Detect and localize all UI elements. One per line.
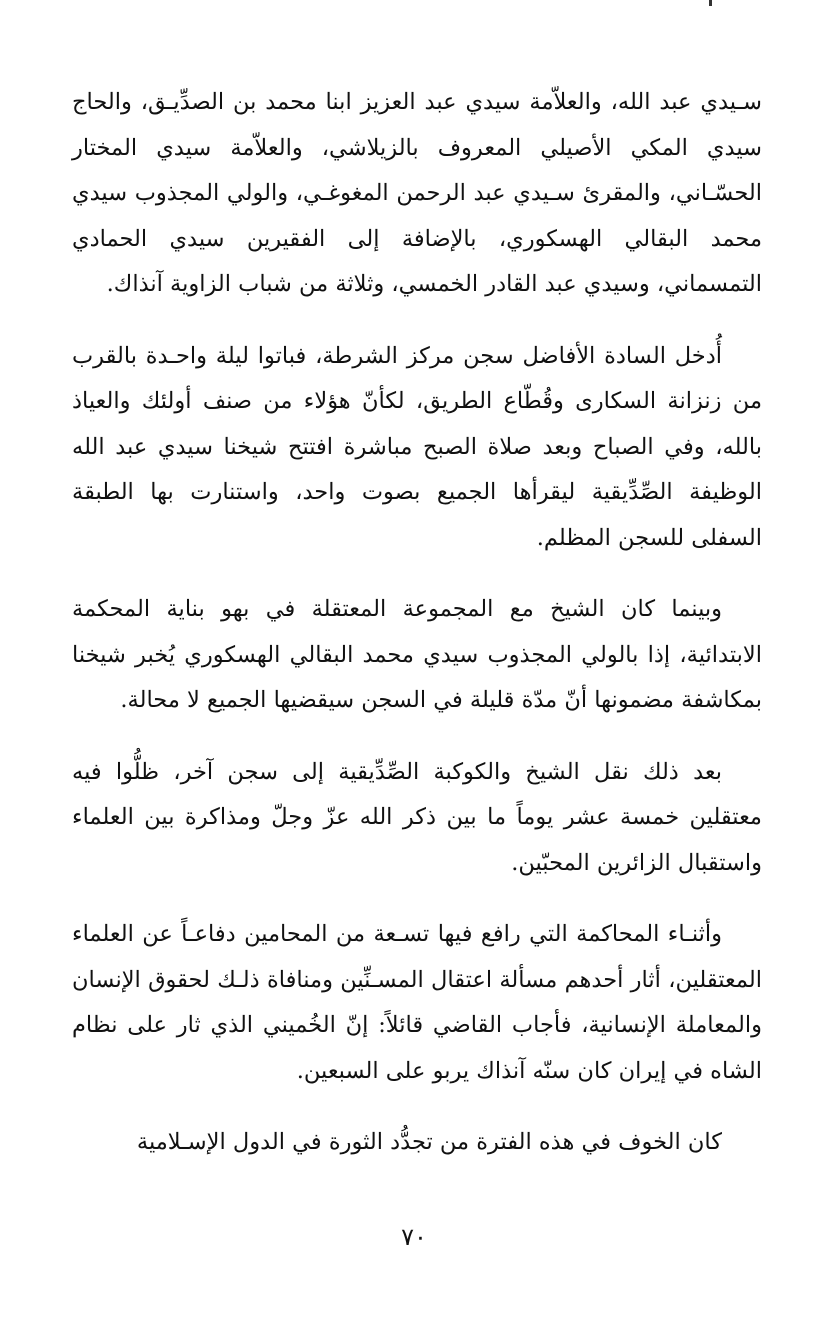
body-text — [72, 80, 762, 1192]
paragraph-1: سـيدي عبد الله، والعلاّمة سيدي عبد العزيز ابنا محمد بن الصدِّيـق، والحاج سيدي المكي الأصيلي المعروف بالزيلاشي، والعلاّمة سيدي المختار الحسّـاني، والمقرئ سـيدي عبد الرحمن المغوغـي، والولي المجذوب سيدي محمد البقالي الهسكوري، بالإضافة إلى الفقيرين سيدي الحمادي التمسماني، وسيدي عبد القادر الخمسي، وثلاثة من شباب الزاوية آنذاك. — [72, 89, 762, 297]
paragraph-4: بعد ذلك نقل الشيخ والكوكبة الصِّدِّيقية إلى سجن آخر، ظلُّوا فيه معتقلين خمسة عشر يوماً ما بين ذكر الله عزّ وجلّ ومذاكرة بين العلماء واستقبال الزائرين المحبّين. — [72, 758, 762, 876]
paragraph-3: وبينما كان الشيخ مع المجموعة المعتقلة في بهو بناية المحكمة الابتدائية، إذا بالولي المجذوب سيدي محمد البقالي الهسكوري يُخبر شيخنا بمكاشفة مضمونها أنّ مدّة قليلة في السجن سيقضيها الجميع لا محالة. — [72, 596, 762, 713]
paragraph-5: وأثنـاء المحاكمة التي رافع فيها تسـعة من المحامين دفاعـاً عن العلماء المعتقلين، أثار أحدهم مسألة اعتقال المسـنِّين ومنافاة ذلـك لحقوق الإنسان والمعاملة الإنسانية، فأجاب القاضي قائلاً: إنّ الخُميني الذي ثار على نظام الشاه في إيران كان سنّه آنذاك يربو على السبعين. — [72, 921, 762, 1084]
page-edge-mark — [709, 0, 712, 6]
page-number: ٧٠ — [401, 1223, 427, 1251]
paragraph-2: أُدخل السادة الأفاضل سجن مركز الشرطة، فباتوا ليلة واحـدة بالقرب من زنزانة السكارى وقُطّاع الطريق، لكأنّ هؤلاء من صنف أولئك والعياذ بالله، وفي الصباح وبعد صلاة الصبح مباشرة افتتح شيخنا سيدي عبد الله الوظيفة الصِّدِّيقية ليقرأها الجميع بصوت واحد، واستنارت بها الطبقة السفلى للسجن المظلم. — [72, 342, 762, 551]
paragraph-6: كان الخوف في هذه الفترة من تجدُّد الثورة في الدول الإسـلامية — [136, 1129, 722, 1155]
